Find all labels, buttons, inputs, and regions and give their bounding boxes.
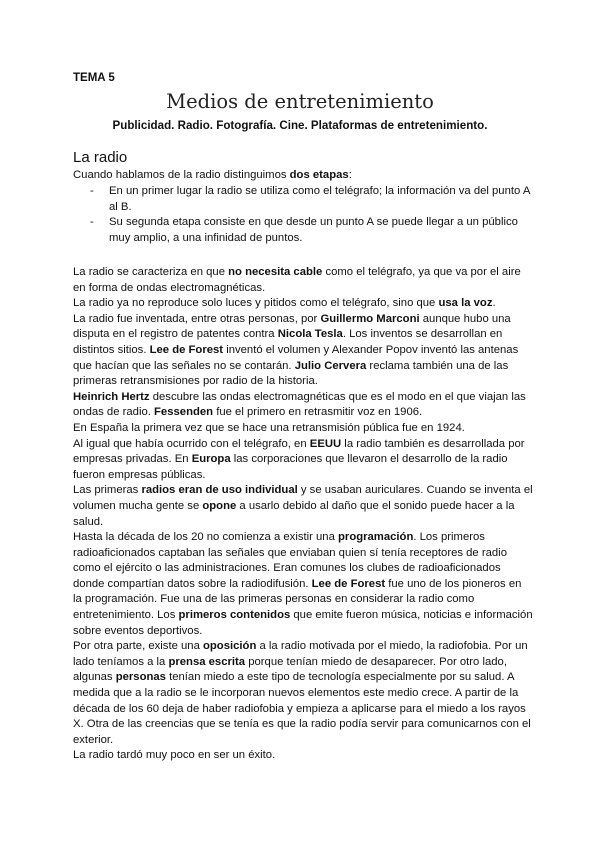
paragraph-success: La radio tardó muy poco en ser un éxito. (73, 749, 276, 762)
list-item-text: En un primer lugar la radio se utiliza como el telégrafo; la información va del punto A al B. (109, 185, 530, 213)
paragraph-inventors: La radio fue inventada, entre otras personas, por Guillermo Marconi aunque hubo una disputa en el registro de patentes contra Nicola Tesla. Los inventos se desarrollan en distintos sitios. Lee de Forest inventó el volumen y Alexander Popov inventó las antenas que hacían que las señales no se contarán. Julio Cervera reclama también una de las primeras retransmisiones por radio de la historia. (73, 312, 519, 388)
paragraph-radiofobia: Por otra parte, existe una oposición a la radio motivada por el miedo, la radiofobia. Por un lado teníamos a la prensa escrita porque tenían miedo de desaparecer. Por otro lado, algunas personas tenían miedo a este tipo de tecnología especialmente por su salud. A medida que a la radio se le incorporan nuevos elementos este medio crece. A partir de la década de los 60 deja de haber radiofobia y empieza a aplicarse para el miedo a los rayos X. Otra de las creencias que se tenía es que la radio podía servir para comunicarnos con el exterior. (73, 640, 531, 746)
paragraph-hertz: Heinrich Hertz descubre las ondas electromagnéticas que es el modo en el que viajan las ondas de radio. Fessenden fue el primero en retrasmitir voz en 1906. (73, 390, 526, 419)
stages-list (73, 184, 533, 246)
paragraph-programming: Hasta la década de los 20 no comienza a existir una programación. Los primeros radioaficionados captaban las señales que enviaban quien sí tenía receptores de radio como el ejército o las administraciones. Eran comunes los clubes de radioaficionados donde compartían datos sobre la radiodifusión. Lee de Forest fue uno de los pioneros en la programación. Fue una de las primeras personas en considerar la radio como entretenimiento. Los primeros contenidos que emite fueron música, noticias e información sobre eventos deportivos. (73, 531, 533, 637)
dash-bullet: - (90, 216, 94, 229)
paragraph-eeuu-europa: Al igual que había ocurrido con el telégrafo, en EEUU la radio también es desarrollada por empresas privadas. En Europa las corporaciones que llevaron el desarrollo de la radio fueron empresas públicas. (73, 437, 525, 481)
body-text (73, 265, 533, 764)
intro-bold: dos etapas (289, 169, 349, 181)
list-item (73, 184, 533, 215)
list-item-text: Su segunda etapa consiste en que desde un punto A se puede llegar a un público muy amplio, a una infinidad de puntos. (109, 216, 518, 244)
paragraph-individual-use: Las primeras radios eran de uso individual y se usaban auriculares. Cuando se inventa el volumen mucha gente se opone a usarlo debido al daño que el sonido puede hacer a la salud. (73, 484, 533, 528)
intro-colon: : (348, 169, 352, 181)
page-title: Medios de entretenimiento (166, 90, 434, 113)
section-intro (73, 168, 533, 184)
section-heading: La radio (73, 149, 128, 166)
paragraph-no-cable: La radio se caracteriza en que no necesita cable como el telégrafo, ya que va por el aire en forma de ondas electromagnéticas. (73, 266, 521, 294)
list-item (73, 215, 533, 246)
paragraph-voice: La radio ya no reproduce solo luces y pitidos como el telégrafo, sino que usa la voz. (73, 297, 496, 310)
intro-text: Cuando hablamos de la radio distinguimos (73, 169, 290, 181)
paragraph-spain: En España la primera vez que se hace una retransmisión pública fue en 1924. (73, 421, 465, 434)
unit-label: TEMA 5 (73, 72, 115, 84)
dash-bullet: - (90, 185, 94, 197)
page-subtitle: Publicidad. Radio. Fotografía. Cine. Plataformas de entretenimiento. (112, 119, 488, 132)
